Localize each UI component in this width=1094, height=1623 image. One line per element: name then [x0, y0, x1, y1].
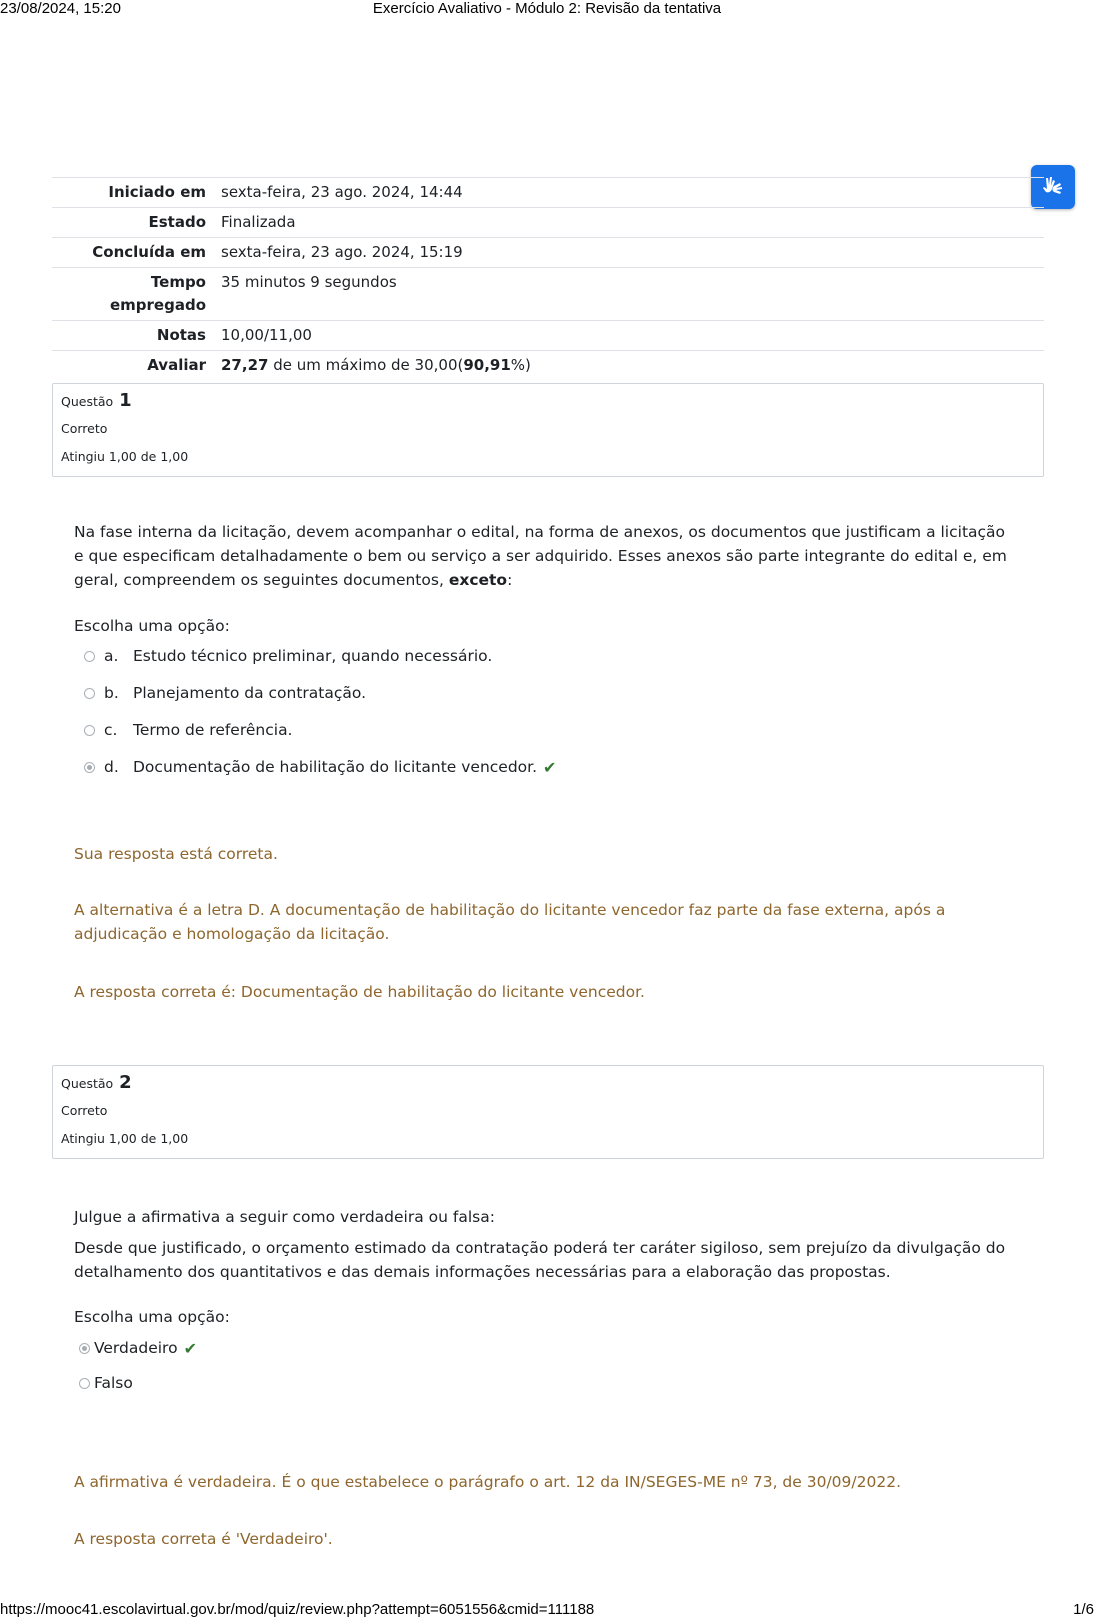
question-grade: Atingiu 1,00 de 1,00: [61, 449, 189, 464]
option-letter: a.: [104, 647, 119, 665]
question-intro: Julgue a afirmativa a seguir como verdadeira ou falsa:: [74, 1208, 495, 1226]
radio-button[interactable]: [84, 688, 95, 699]
option-text: Verdadeiro: [94, 1339, 178, 1357]
answer-prompt: Escolha uma opção:: [74, 1308, 230, 1326]
summary-row-started: [52, 178, 1044, 208]
summary-label: Concluída em: [92, 243, 206, 261]
option-text: Estudo técnico preliminar, quando necessário.: [133, 647, 493, 665]
print-header: [0, 0, 1094, 20]
answer-option-false[interactable]: [79, 1372, 133, 1394]
question-number-value: 1: [119, 390, 132, 411]
option-text: Falso: [94, 1374, 133, 1392]
radio-button[interactable]: [84, 651, 95, 662]
option-text: Planejamento da contratação.: [133, 684, 367, 702]
question-text: [74, 520, 1014, 592]
summary-value: 10,00/11,00: [221, 326, 312, 344]
option-letter: c.: [104, 721, 118, 739]
print-page-number: 1/6: [1073, 1601, 1094, 1618]
option-text: Documentação de habilitação do licitante vencedor.: [133, 758, 538, 776]
question-number: [61, 1072, 132, 1093]
summary-value: Finalizada: [221, 213, 296, 231]
answer-option-d[interactable]: [84, 756, 556, 778]
radio-button-selected[interactable]: [84, 762, 95, 773]
summary-value: sexta-feira, 23 ago. 2024, 15:19: [221, 243, 463, 261]
summary-label: Tempo empregado: [109, 273, 206, 314]
feedback-correct-answer: A resposta correta é 'Verdadeiro'.: [74, 1530, 333, 1548]
feedback-explanation: A afirmativa é verdadeira. É o que estabelece o parágrafo o art. 12 da IN/SEGES-ME nº 73, de 30/09/2022.: [74, 1473, 902, 1491]
question-state: Correto: [61, 1103, 108, 1118]
print-page-title: Exercício Avaliativo - Módulo 2: Revisão da tentativa: [372, 0, 722, 17]
question-info-1: [52, 383, 1044, 477]
answer-option-a[interactable]: [84, 645, 492, 667]
option-text: Termo de referência.: [133, 721, 293, 739]
summary-row-completed: [52, 238, 1044, 268]
print-footer: [0, 1601, 1094, 1621]
grade-value: [221, 351, 1044, 381]
grade-percent: 90,91: [463, 356, 511, 374]
question-label: Questão: [61, 394, 114, 409]
option-letter: b.: [104, 684, 119, 702]
option-letter: d.: [104, 758, 119, 776]
summary-row-grade: [52, 351, 1044, 381]
answer-option-true[interactable]: [79, 1337, 197, 1359]
grade-end: %): [510, 356, 531, 374]
question-number-value: 2: [119, 1072, 132, 1093]
question-number: [61, 390, 132, 411]
answer-prompt: Escolha uma opção:: [74, 617, 230, 635]
radio-button[interactable]: [79, 1378, 90, 1389]
question-statement: Desde que justificado, o orçamento estimado da contratação poderá ter caráter sigiloso, sem prejuízo da divulgação do detalhamento dos quantitativos e das demais informações necessárias para a elaboração das propostas.: [74, 1239, 1006, 1281]
summary-row-time-taken: [52, 268, 1044, 321]
correct-check-icon: ✔: [543, 757, 557, 777]
print-datetime: 23/08/2024, 15:20: [0, 0, 121, 17]
summary-value: 35 minutos 9 segundos: [221, 273, 397, 291]
attempt-summary-table: [52, 177, 1044, 380]
question-text-part: :: [507, 571, 513, 589]
feedback-explanation: A alternativa é a letra D. A documentação de habilitação do licitante vencedor faz parte da fase externa, após a adjudicação e homologação da licitação.: [74, 901, 946, 943]
grade-score: 27,27: [221, 356, 269, 374]
feedback-correct-answer: A resposta correta é: Documentação de habilitação do licitante vencedor.: [74, 983, 645, 1001]
question-grade: Atingiu 1,00 de 1,00: [61, 1131, 189, 1146]
correct-check-icon: ✔: [183, 1338, 197, 1358]
question-state: Correto: [61, 421, 108, 436]
print-url: https://mooc41.escolavirtual.gov.br/mod/quiz/review.php?attempt=6051556&cmid=111188: [0, 1601, 595, 1618]
radio-button-selected[interactable]: [79, 1343, 90, 1354]
question-label: Questão: [61, 1076, 114, 1091]
question-info-2: [52, 1065, 1044, 1159]
summary-label: Notas: [156, 326, 206, 344]
summary-row-state: [52, 208, 1044, 238]
summary-value: sexta-feira, 23 ago. 2024, 14:44: [221, 183, 463, 201]
summary-label: Estado: [148, 213, 206, 231]
answer-option-c[interactable]: [84, 719, 293, 741]
grade-middle: de um máximo de 30,00(: [268, 356, 464, 374]
summary-label: Avaliar: [147, 356, 206, 374]
summary-row-marks: [52, 321, 1044, 351]
question-text-part: Na fase interna da licitação, devem acompanhar o edital, na forma de anexos, os documentos que justificam a licitação e que especificam detalhadamente o bem ou serviço a ser adquirido. Esses anexos são parte integrante do edital e, em geral, compreendem os seguintes documentos,: [74, 523, 1007, 589]
radio-button[interactable]: [84, 725, 95, 736]
feedback-result: Sua resposta está correta.: [74, 845, 278, 863]
question-text-emphasis: exceto: [448, 571, 508, 589]
answer-option-b[interactable]: [84, 682, 366, 704]
summary-label: Iniciado em: [108, 183, 206, 201]
